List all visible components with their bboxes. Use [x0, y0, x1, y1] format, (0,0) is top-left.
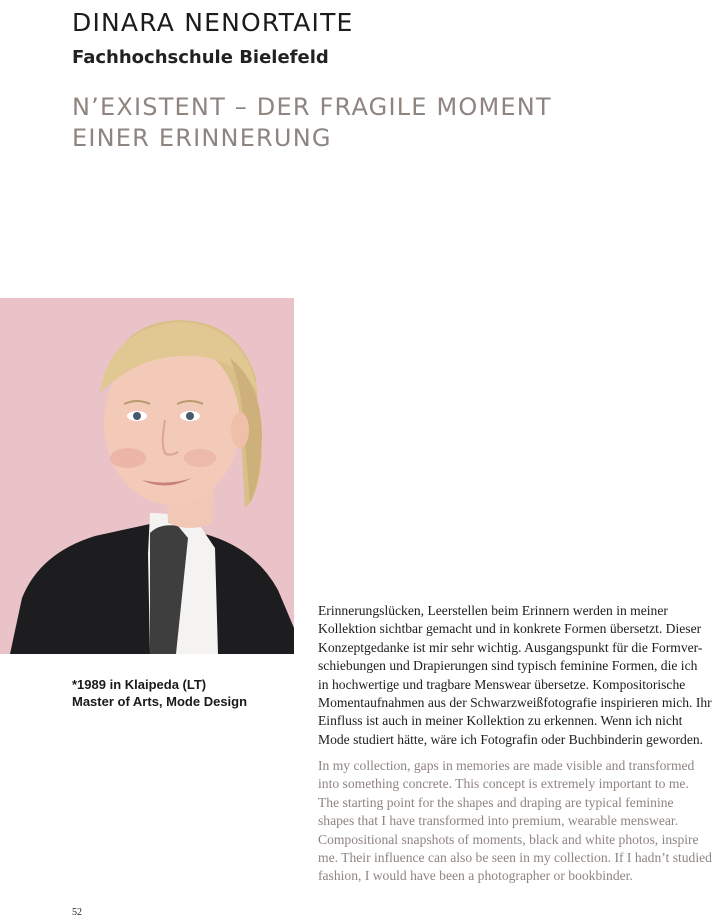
birth-info: *1989 in Klaipeda (LT): [72, 677, 207, 692]
text-line: Mode studiert hätte, wäre ich Fotografin oder Buchbinderin geworden.: [318, 731, 704, 747]
project-title-line: N’EXISTENT – DER FRAGILE MOMENT: [72, 93, 552, 121]
text-line: schiebungen und Drapierungen sind typisch feminine Formen, die ich: [318, 658, 698, 674]
degree-info: Master of Arts, Mode Design: [72, 694, 248, 709]
text-line: me. Their influence can also be seen in my collection. If I hadn’t studied: [318, 850, 712, 866]
text-line: Konzeptgedanke ist mir sehr wichtig. Ausgangspunkt für die Formver-: [318, 639, 703, 655]
project-title-line: EINER ERINNERUNG: [72, 124, 332, 152]
school-name: Fachhochschule Bielefeld: [72, 47, 329, 68]
text-line: in hochwertige und tragbare Menswear übersetze. Kompositorische: [318, 676, 686, 692]
text-line: Einfluss ist auch in meiner Kollektion zu erkennen. Wenn ich nicht: [318, 713, 683, 729]
text-line: In my collection, gaps in memories are made visible and transformed: [318, 758, 695, 773]
text-line: fashion, I would have been a photographer or bookbinder.: [318, 868, 633, 884]
project-title: [72, 92, 672, 154]
statement-german: [318, 602, 713, 749]
text-line: shapes that I have transformed into premium, wearable menswear.: [318, 813, 679, 829]
text-line: into something concrete. This concept is extremely important to me.: [318, 776, 689, 792]
designer-caption: [72, 676, 247, 710]
text-line: Compositional snapshots of moments, black and white photos, inspire: [318, 831, 699, 847]
designer-name: DINARA NENORTAITE: [72, 8, 354, 37]
text-line: Erinnerungslücken, Leerstellen beim Erinnern werden in meiner: [318, 603, 668, 618]
text-line: Kollektion sichtbar gemacht und in konkrete Formen übersetzt. Dieser: [318, 621, 702, 637]
text-line: Momentaufnahmen aus der Schwarzweißfotografie inspirieren mich. Ihr: [318, 695, 712, 711]
page-number: 52: [72, 907, 82, 918]
portrait-photo: [0, 298, 294, 654]
text-line: The starting point for the shapes and draping are typical feminine: [318, 794, 674, 810]
statement-english: [318, 757, 713, 886]
